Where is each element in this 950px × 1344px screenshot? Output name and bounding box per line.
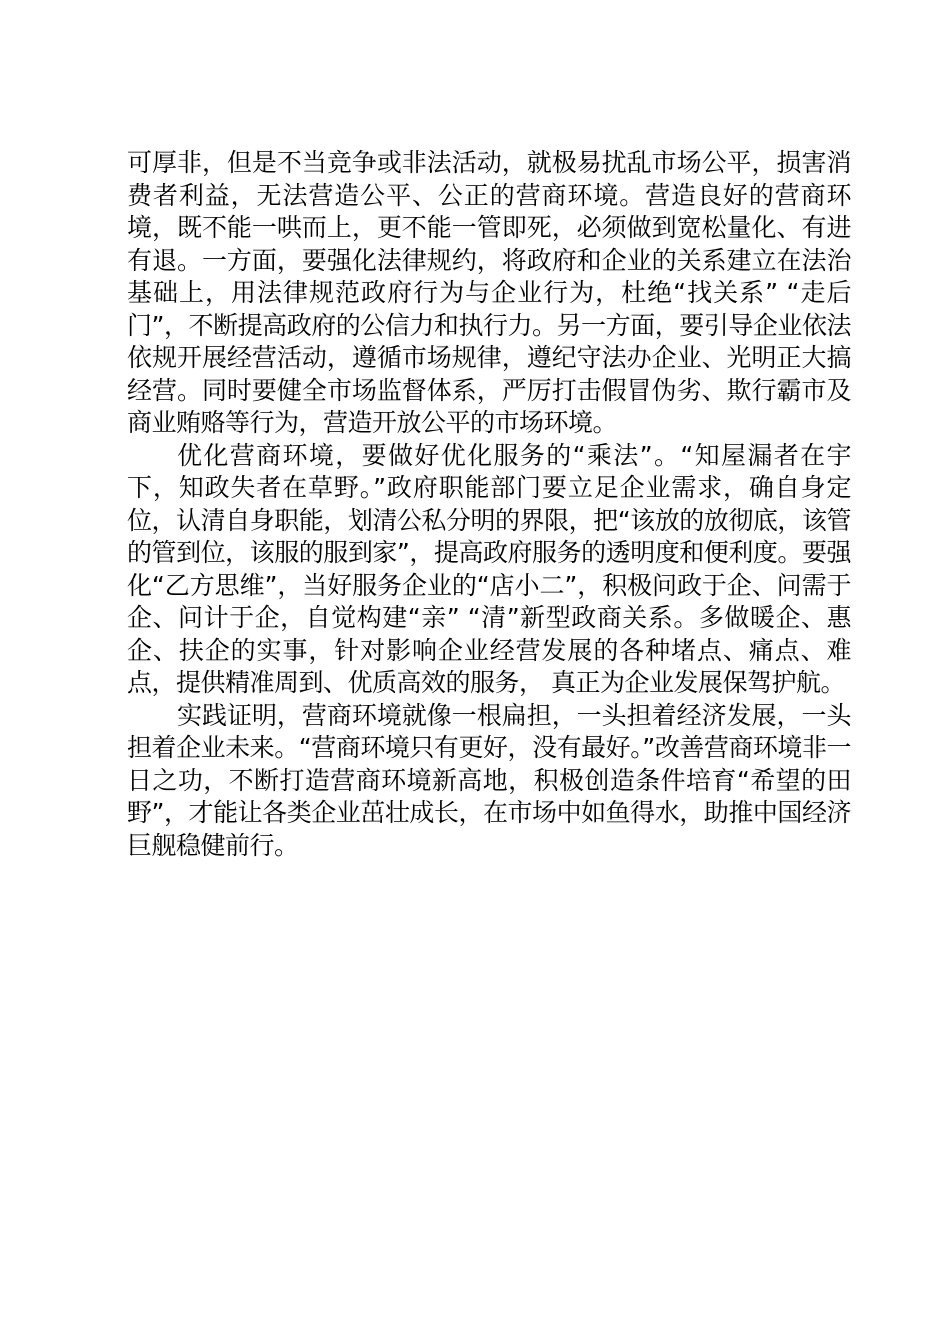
- paragraph-2: 优化营商环境，要做好优化服务的“乘法”。“知屋漏者在宇下，知政失者在草野。”政府职能部门要立足企业需求，确自身定位，认清自身职能，划清公私分明的界限，把“该放的放彻底，该管的管到位，该服的服到家”，提高政府服务的透明度和便利度。要强化“乙方思维”，当好服务企业的“店小二”，积极问政于企、问需于企、问计于企，自觉构建“亲” “清”新型政商关系。多做暖企、惠企、扶企的实事，针对影响企业经营发展的各种堵点、痛点、难点，提供精准周到、优质高效的服务， 真正为企业发展保驾护航。: [127, 440, 851, 697]
- paragraph-3: 实践证明，营商环境就像一根扁担，一头担着经济发展，一头担着企业未来。“营商环境只有更好，没有最好。”改善营商环境非一日之功，不断打造营商环境新高地，积极创造条件培育“希望的田野”，才能让各类企业茁壮成长，在市场中如鱼得水，助推中国经济巨舰稳健前行。: [127, 700, 851, 860]
- paragraph-1: 可厚非，但是不当竞争或非法活动，就极易扰乱市场公平，损害消费者利益，无法营造公平、公正的营商环境。营造良好的营商环境，既不能一哄而上，更不能一管即死，必须做到宽松量化、有进有退。一方面，要强化法律规约，将政府和企业的关系建立在法治基础上，用法律规范政府行为与企业行为，杜绝“找关系” “走后门”，不断提高政府的公信力和执行力。另一方面，要引导企业依法依规开展经营活动，遵循市场规律，遵纪守法办企业、光明正大搞经营。同时要健全市场监督体系，严厉打击假冒伪劣、欺行霸市及商业贿赂等行为，营造开放公平的市场环境。: [127, 148, 851, 437]
- document-body: [127, 147, 851, 862]
